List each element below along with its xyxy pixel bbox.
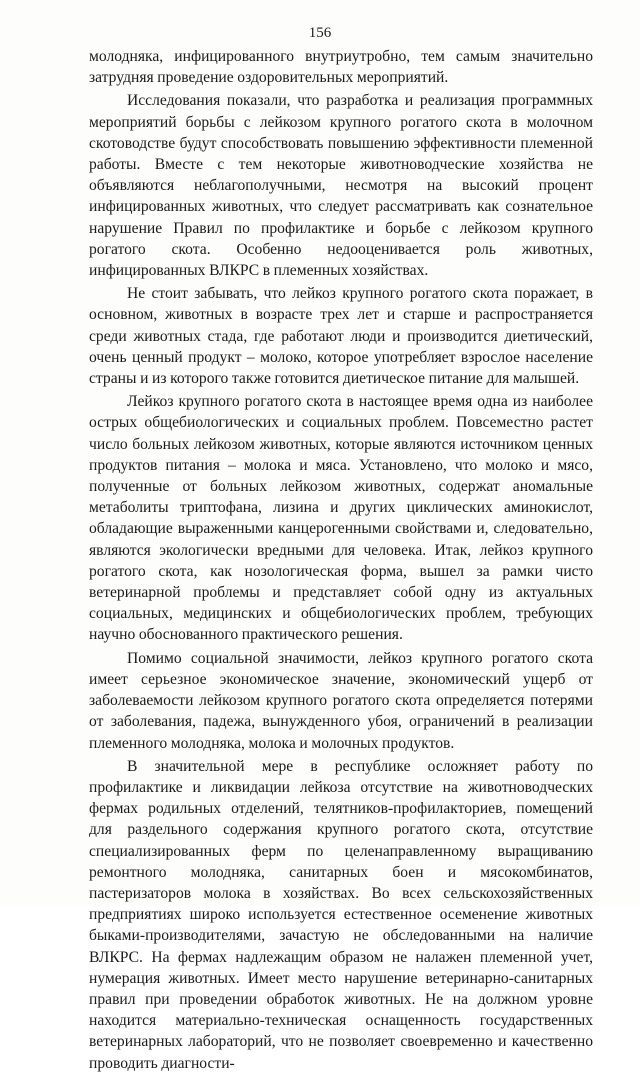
body-text bbox=[89, 46, 593, 1074]
paragraph-program-measures: Исследования показали, что разработка и реализация программных мероприятий борьбы с лейкозом крупного рогатого скота в молочном скотоводстве будут способствовать повышению эффективности племенной работы. Вместе с тем некоторые животноводческие хозяйства не объявляются неблагополучными, несмотря на высокий процент инфицированных животных, что следует рассматривать как сознательное нарушение Правил по профилактике и борьбе с лейкозом крупного рогатого скота. Особенно недооценивается роль животных, инфицированных ВЛКРС в племенных хозяйствах. bbox=[89, 92, 593, 280]
page-number: 156 bbox=[308, 25, 332, 41]
paragraph-continuation: молодняка, инфицированного внутриутробно, тем самым значительно затрудняя проведение оздоровительных мероприятий. bbox=[89, 48, 593, 87]
paragraph-economic-significance: Помимо социальной значимости, лейкоз крупного рогатого скота имеет серьезное экономическое значение, экономический ущерб от заболеваемости лейкозом крупного рогатого скота определяется потерями от заболевания, падежа, вынужденного убоя, ограничений в реализации племенного молодняка, молока и молочных продуктов. bbox=[89, 649, 593, 752]
paragraph-leukosis-spread: Не стоит забывать, что лейкоз крупного рогатого скота поражает, в основном, животных в возрасте трех лет и старше и распространяется среди животных стада, где работают люди и производится диетический, очень ценный продукт – молоко, которое употребляет взрослое население страны и из которого также готовится диетическое питание для малышей. bbox=[89, 285, 593, 388]
paragraph-social-problem: Лейкоз крупного рогатого скота в настоящее время одна из наиболее острых общебиологических и социальных проблем. Повсеместно растет число больных лейкозом животных, которые являются источником ценных продуктов питания – молока и мяса. Установлено, что молоко и мясо, полученные от больных лейкозом животных, содержат аномальные метаболиты триптофана, лизина и других циклических аминокислот, обладающие выраженными канцерогенными свойствами и, следовательно, являются экологически вредными для человека. Итак, лейкоз крупного рогатого скота, как нозологическая форма, вышел за рамки чисто ветеринарной проблемы и представляет собой одну из актуальных социальных, медицинских и общебиологических проблем, требующих научно обоснованного практического решения. bbox=[89, 393, 593, 644]
paragraph-republic-obstacles: В значительной мере в республике осложняет работу по профилактике и ликвидации лейкоза отсутствие на животноводческих фермах родильных отделений, телятников-профилакториев, помещений для раздельного содержания крупного рогатого скота, отсутствие специализированных ферм по целенаправленному выращиванию ремонтного молодняка, санитарных боен и мясокомбинатов, пастеризаторов молока в хозяйствах. Во всех сельскохозяйственных предприятиях широко используется естественное осеменение животных быками-производителями, зачастую не обследованными на наличие ВЛКРС. На фермах надлежащим образом не налажен племенной учет, нумерация животных. Имеет место нарушение ветеринарно-санитарных правил при проведении обработок животных. Не на должном уровне находится материально-техническая оснащенность государственных ветеринарных лабораторий, что не позволяет своевременно и качественно проводить диагности- bbox=[89, 757, 593, 1072]
